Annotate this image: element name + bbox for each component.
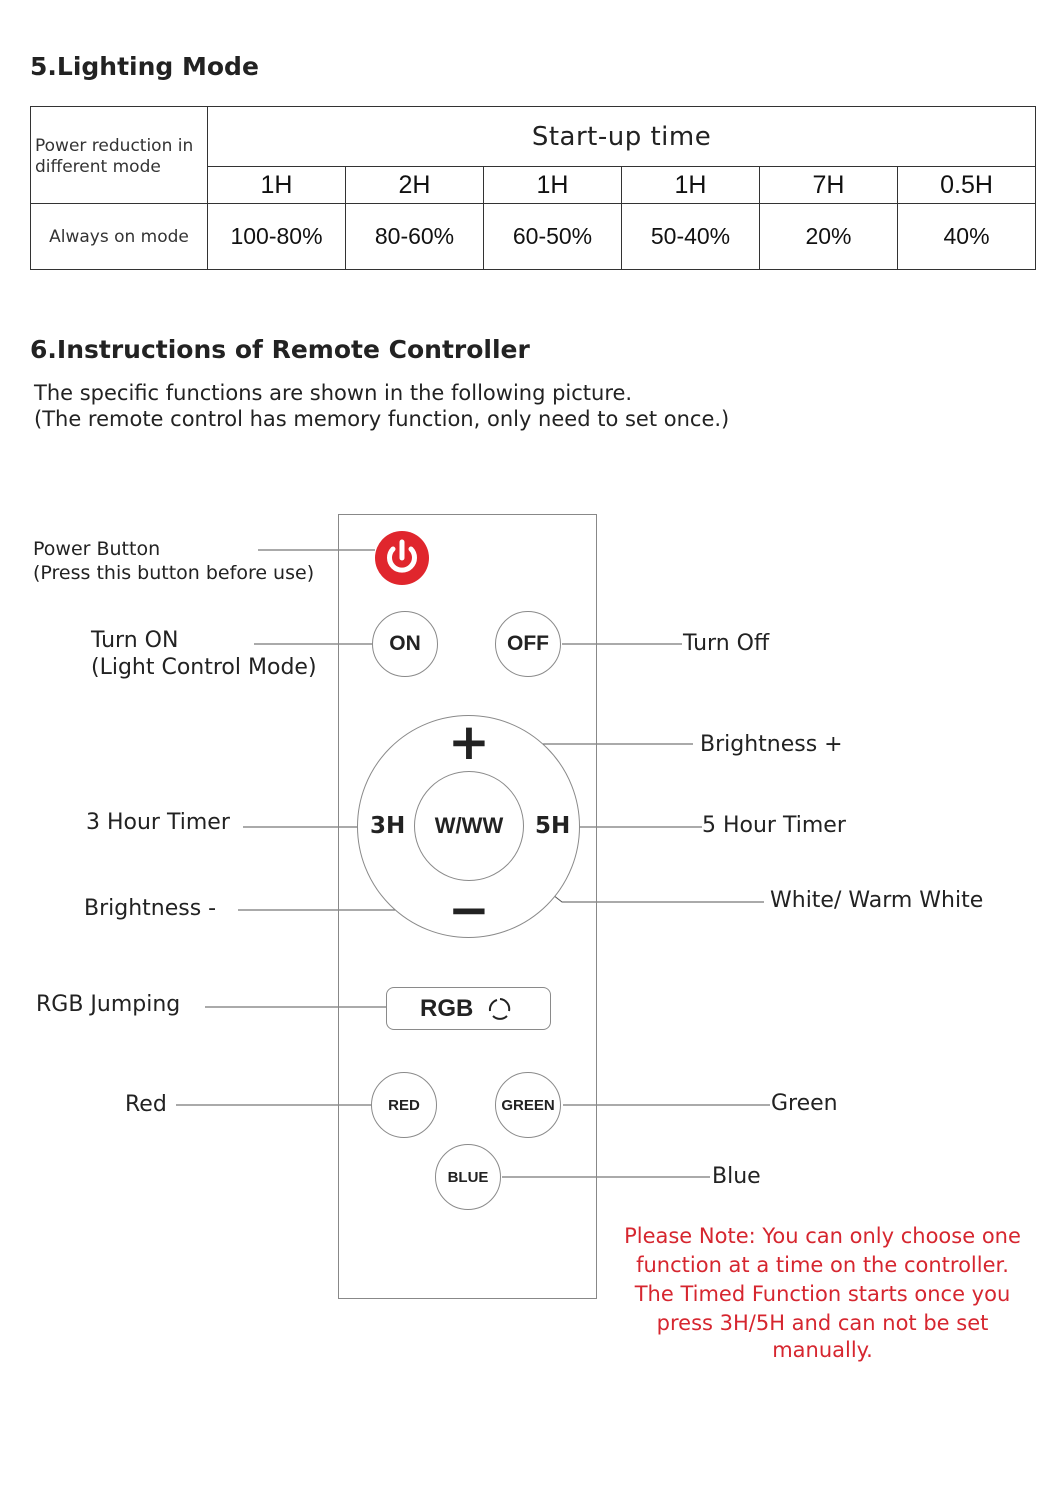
- blue-label: Blue: [712, 1164, 761, 1189]
- hour-cell: 1H: [208, 167, 346, 204]
- turn-off-label: Turn Off: [683, 631, 770, 656]
- power-label-line1: Power Button: [33, 538, 161, 560]
- note-line: The Timed Function starts once you: [634, 1282, 1011, 1306]
- note-line: Please Note: You can only choose one: [624, 1224, 1021, 1248]
- rgb-button-label: RGB: [420, 994, 474, 1022]
- note-line: function at a time on the controller.: [636, 1253, 1009, 1277]
- brightness-plus-button[interactable]: +: [448, 713, 490, 771]
- hour-cell: 7H: [760, 167, 898, 204]
- green-label: Green: [771, 1091, 838, 1116]
- brightness-minus-label: Brightness -: [84, 896, 217, 921]
- on-button[interactable]: ON: [372, 611, 438, 677]
- hour-cell: 2H: [346, 167, 484, 204]
- note-line: press 3H/5H and can not be set: [656, 1311, 989, 1335]
- green-button[interactable]: GREEN: [495, 1072, 561, 1138]
- value-cell: 20%: [760, 204, 898, 270]
- startup-time-header: Start-up time: [208, 107, 1036, 167]
- value-cell: 80-60%: [346, 204, 484, 270]
- brightness-minus-button[interactable]: −: [448, 881, 490, 939]
- turn-on-label: [91, 627, 317, 681]
- off-button[interactable]: OFF: [495, 611, 561, 677]
- power-label-line2: (Press this button before use): [33, 562, 315, 584]
- brightness-plus-label: Brightness +: [700, 732, 843, 757]
- wwww-button[interactable]: W/WW: [414, 771, 524, 881]
- remote-instructions-heading: 6.Instructions of Remote Controller: [30, 335, 530, 364]
- red-label: Red: [125, 1092, 167, 1117]
- power-button[interactable]: [374, 530, 430, 586]
- value-cell: 40%: [898, 204, 1036, 270]
- timer5-button[interactable]: 5H: [535, 813, 571, 839]
- intro-line: The specific functions are shown in the following picture.: [34, 381, 633, 405]
- timer3-button[interactable]: 3H: [370, 813, 406, 839]
- hour-cell: 0.5H: [898, 167, 1036, 204]
- always-on-label: Always on mode: [31, 204, 208, 270]
- intro-line: (The remote control has memory function, only need to set once.): [34, 407, 730, 431]
- red-button[interactable]: RED: [371, 1072, 437, 1138]
- value-cell: 60-50%: [484, 204, 622, 270]
- white-warm-label: White/ Warm White: [770, 888, 984, 913]
- power-label: [33, 537, 314, 585]
- value-cell: 100-80%: [208, 204, 346, 270]
- value-cell: 50-40%: [622, 204, 760, 270]
- blue-button[interactable]: BLUE: [435, 1144, 501, 1210]
- cycle-icon: [487, 996, 513, 1022]
- turn-on-label-line1: Turn ON: [91, 628, 179, 653]
- lighting-mode-heading: 5.Lighting Mode: [30, 52, 259, 81]
- hour-cell: 1H: [484, 167, 622, 204]
- table-corner-label: Power reduction in different mode: [31, 107, 208, 204]
- note-line: manually.: [772, 1338, 873, 1362]
- timer3-label: 3 Hour Timer: [86, 810, 230, 835]
- please-note: [600, 1222, 1045, 1362]
- turn-on-label-line2: (Light Control Mode): [91, 655, 317, 680]
- rgb-button[interactable]: [386, 987, 551, 1030]
- rgb-jumping-label: RGB Jumping: [36, 992, 181, 1017]
- timer5-label: 5 Hour Timer: [702, 813, 846, 838]
- hour-cell: 1H: [622, 167, 760, 204]
